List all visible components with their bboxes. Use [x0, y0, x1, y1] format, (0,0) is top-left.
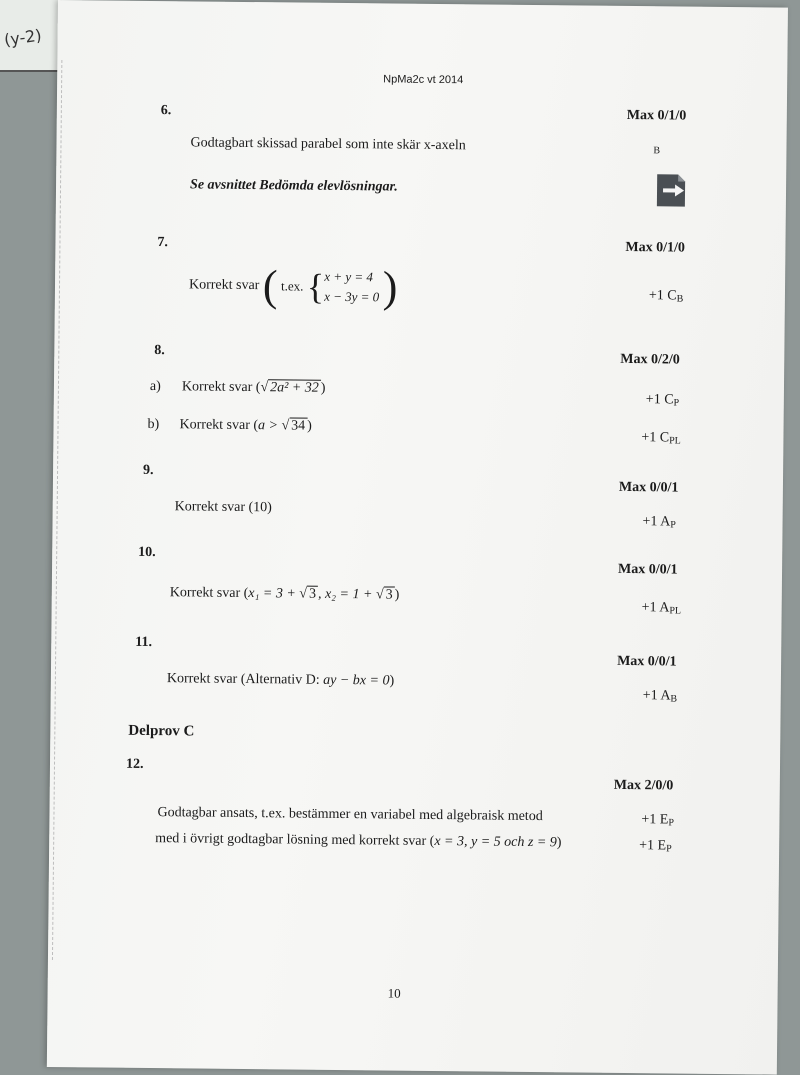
page-header: NpMa2c vt 2014	[383, 73, 464, 87]
question-11-score: +1 $A_B$	[642, 688, 678, 705]
question-6-number: 6.	[160, 103, 172, 119]
question-6-criterion: Godtagbart skissad parabel som inte skär x-axeln	[190, 135, 466, 154]
question-6-score: B	[653, 145, 661, 157]
question-7-number: 7.	[157, 235, 169, 251]
question-9-number: 9.	[143, 462, 154, 479]
question-10-max: Max 0/0/1	[617, 561, 678, 578]
question-8-number: 8.	[154, 343, 165, 359]
document-arrow-icon	[654, 172, 688, 208]
question-12-criterion-1: Godtagbar ansats, t.ex. bestämmer en variabel med algebraisk metod	[157, 805, 543, 825]
question-6-max: Max 0/1/0	[626, 107, 687, 124]
question-10-number: 10.	[138, 544, 156, 561]
question-10-answer: Korrekt svar (x₁ = 3 + √ 3 , x₂ = 1 + √ 3 )	[169, 585, 400, 603]
question-11-max: Max 0/0/1	[617, 653, 677, 670]
handwritten-note: (y-2)	[2, 25, 43, 50]
question-8-max: Max 0/2/0	[620, 351, 680, 368]
question-12-criterion-2: med i övrigt godtagbar lösning med korrekt svar (x = 3, y = 5 och z = 9)	[155, 831, 562, 851]
question-8a-answer: Korrekt svar (√ 2a² + 32 )	[181, 379, 326, 396]
question-12-max: Max 2/0/0	[613, 777, 674, 794]
question-12-score-2: +1 $E_P$	[639, 838, 672, 855]
equation-2: x − 3y = 0	[324, 288, 380, 305]
question-6-note: Se avsnittet Bedömda elevlösningar.	[189, 177, 398, 195]
question-7-answer: Korrekt svar ( t.ex. {x + y = 4 x − 3y = 0 )	[188, 261, 398, 312]
document-page	[47, 0, 788, 1075]
question-8b-label: b)	[147, 416, 160, 433]
question-9-score: +1 $A_P$	[642, 514, 676, 531]
question-8a-score: +1 $C_P$	[645, 392, 680, 409]
question-11-number: 11.	[135, 634, 153, 651]
page-number: 10	[387, 985, 401, 1001]
question-8b-answer: Korrekt svar (a > √ 34 )	[179, 417, 312, 434]
question-8a-label: a)	[149, 378, 161, 395]
question-9-max: Max 0/0/1	[618, 479, 679, 496]
equation-1: x + y = 4	[324, 268, 373, 285]
question-8b-score: +1 $C_{PL}$	[641, 430, 681, 447]
question-12-number: 12.	[125, 756, 144, 772]
question-11-answer: Korrekt svar (Alternativ D: ay − bx = 0)	[166, 671, 395, 689]
desk-sticky-note	[0, 0, 62, 72]
section-heading: Delprov C	[128, 722, 195, 740]
question-9-answer: Korrekt svar (10)	[174, 499, 272, 516]
question-7-max: Max 0/1/0	[625, 239, 686, 256]
question-12-score-1: +1 $E_P$	[641, 812, 674, 829]
question-7-score: +1 $C_B$	[648, 288, 684, 305]
question-10-score: +1 $A_{PL}$	[641, 600, 682, 617]
binding-edge	[52, 60, 64, 960]
